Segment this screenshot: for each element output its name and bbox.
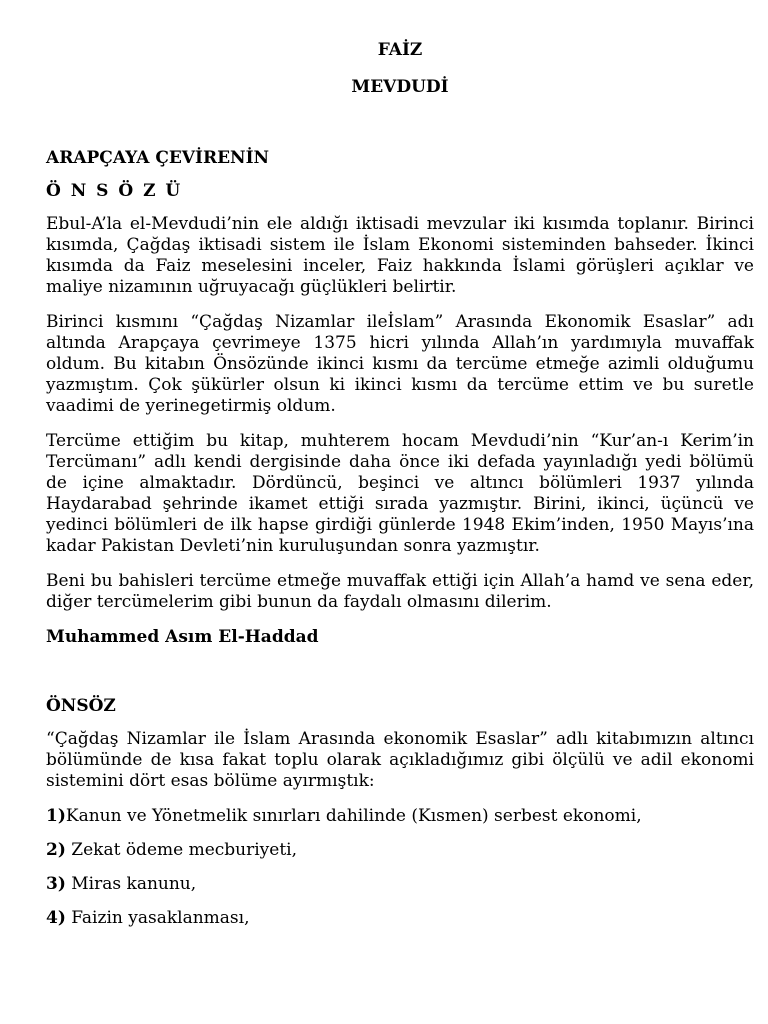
preface-paragraph: “Çağdaş Nizamlar ile İslam Arasında ekonomik Esaslar” adlı kitabımızın altıncı bölümünde de kısa fakat toplu olarak açıkladığımız gibi ölçülü ve adil ekonomi sistemini dört esas bölüme ayırmıştık: xyxy=(46,729,754,791)
translator-preface-heading: ARAPÇAYA ÇEVİRENİN xyxy=(46,148,270,168)
list-item-number: 2) xyxy=(46,840,66,860)
document-page xyxy=(46,40,754,929)
translator-paragraph-1: Ebul-A’la el-Mevdudi’nin ele aldığı iktisadi mevzular iki kısımda toplanır. Birinci kısımda, Çağdaş iktisadi sistem ile İslam Ekonomi sisteminden bahseder. İkinci kısımda da Faiz meselesini inceler, Faiz hakkında İslami görüşleri açıklar ve maliye nizamının uğruyacağı güçlükleri belirtir. xyxy=(46,214,754,297)
translator-preface-subheading: Ö N S Ö Z Ü xyxy=(46,181,183,201)
translator-paragraph-3: Tercüme ettiğim bu kitap, muhterem hocam Mevdudi’nin “Kur’an-ı Kerim’in Tercümanı” adlı kendi dergisinde daha önce iki defada yayınladığı yedi bölümü de içine almaktadır. Dördüncü, beşinci ve altıncı bölümleri 1937 yılında Haydarabad şehrinde ikamet ettiği sırada yazmıştır. Birini, ikinci, üçüncü ve yedinci bölümleri de ilk hapse girdiği günlerde 1948 Ekim’inden, 1950 Mayıs’ına kadar Pakistan Devleti’nin kuruluşundan sonra yazmıştır. xyxy=(46,431,754,556)
list-item xyxy=(46,874,754,895)
list-item-number: 1) xyxy=(46,806,66,826)
list-item-number: 3) xyxy=(46,874,66,894)
translator-paragraph-2: Birinci kısmını “Çağdaş Nizamlar ileİslam” Arasında Ekonomik Esaslar” adı altında Arapçaya çevrimeye 1375 hicri yılında Allah’ın yardımıyla muvaffak oldum. Bu kitabın Önsözünde ikinci kısmı da tercüme etmeğe azimli olduğumu yazmıştım. Çok şükürler olsun ki ikinci kısmı da tercüme ettim ve bu suretle vaadimi de yerinegetirmiş oldum. xyxy=(46,312,754,416)
list-item-text: Faizin yasaklanması, xyxy=(65,908,250,928)
list-item-text: Zekat ödeme mecburiyeti, xyxy=(65,840,298,860)
translator-signature: Muhammed Asım El-Haddad xyxy=(46,627,319,647)
document-author: MEVDUDİ xyxy=(351,77,449,97)
document-title: FAİZ xyxy=(377,40,423,60)
list-item-text: Kanun ve Yönetmelik sınırları dahilinde (Kısmen) serbest ekonomi, xyxy=(65,806,642,826)
list-item-number: 4) xyxy=(46,908,66,928)
list-item xyxy=(46,806,754,827)
list-item-text: Miras kanunu, xyxy=(65,874,197,894)
translator-paragraph-4: Beni bu bahisleri tercüme etmeğe muvaffak ettiği için Allah’a hamd ve sena eder, diğer tercümelerim gibi bunun da faydalı olmasını dilerim. xyxy=(46,571,754,612)
preface-heading: ÖNSÖZ xyxy=(46,696,116,716)
list-item xyxy=(46,908,754,929)
list-item xyxy=(46,840,754,861)
